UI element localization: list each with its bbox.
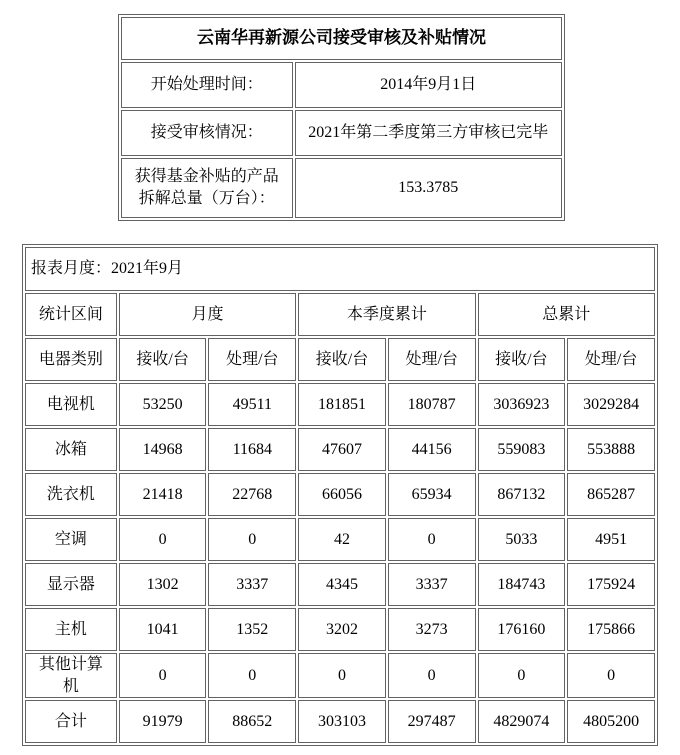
table-row-washer bbox=[25, 473, 655, 516]
header-processed-month: 处理/台 bbox=[208, 338, 296, 381]
cell-value: 65934 bbox=[388, 473, 476, 516]
cell-value: 42 bbox=[298, 518, 386, 561]
cell-value: 0 bbox=[567, 653, 655, 698]
section-header-row bbox=[25, 293, 655, 336]
cell-value: 49511 bbox=[208, 383, 296, 426]
table-row-other-computer bbox=[25, 653, 655, 698]
cell-value: 1352 bbox=[208, 608, 296, 651]
cell-value: 3337 bbox=[388, 563, 476, 606]
cell-value: 11684 bbox=[208, 428, 296, 471]
cell-value: 1302 bbox=[119, 563, 207, 606]
row-category: 其他计算机 bbox=[25, 653, 117, 698]
row-category: 洗衣机 bbox=[25, 473, 117, 516]
cell-value: 4805200 bbox=[567, 700, 655, 743]
summary-value-audit-status: 2021年第二季度第三方审核已完毕 bbox=[295, 110, 562, 156]
unit-header-row bbox=[25, 338, 655, 381]
cell-value: 4829074 bbox=[478, 700, 566, 743]
header-group-total: 总累计 bbox=[478, 293, 655, 336]
header-stat-interval: 统计区间 bbox=[25, 293, 117, 336]
cell-value: 5033 bbox=[478, 518, 566, 561]
header-processed-total: 处理/台 bbox=[567, 338, 655, 381]
header-received-month: 接收/台 bbox=[119, 338, 207, 381]
cell-value: 0 bbox=[119, 653, 207, 698]
row-category: 电视机 bbox=[25, 383, 117, 426]
header-group-quarter: 本季度累计 bbox=[298, 293, 475, 336]
header-processed-quarter: 处理/台 bbox=[388, 338, 476, 381]
cell-value: 176160 bbox=[478, 608, 566, 651]
header-appliance-category: 电器类别 bbox=[25, 338, 117, 381]
table-row-fridge bbox=[25, 428, 655, 471]
cell-value: 297487 bbox=[388, 700, 476, 743]
cell-value: 4345 bbox=[298, 563, 386, 606]
cell-value: 3337 bbox=[208, 563, 296, 606]
summary-label-audit-status: 接受审核情况： bbox=[121, 110, 293, 156]
row-category: 显示器 bbox=[25, 563, 117, 606]
cell-value: 0 bbox=[298, 653, 386, 698]
header-group-month: 月度 bbox=[119, 293, 296, 336]
cell-value: 175866 bbox=[567, 608, 655, 651]
cell-value: 3273 bbox=[388, 608, 476, 651]
summary-title: 云南华再新源公司接受审核及补贴情况 bbox=[121, 17, 562, 60]
cell-value: 53250 bbox=[119, 383, 207, 426]
cell-value: 1041 bbox=[119, 608, 207, 651]
cell-value: 181851 bbox=[298, 383, 386, 426]
row-category: 空调 bbox=[25, 518, 117, 561]
table-row-total bbox=[25, 700, 655, 743]
table-row-tv bbox=[25, 383, 655, 426]
cell-value: 0 bbox=[208, 518, 296, 561]
cell-value: 175924 bbox=[567, 563, 655, 606]
cell-value: 184743 bbox=[478, 563, 566, 606]
table-row bbox=[121, 62, 562, 108]
summary-table bbox=[118, 14, 565, 221]
cell-value: 47607 bbox=[298, 428, 386, 471]
cell-value: 91979 bbox=[119, 700, 207, 743]
cell-value: 3029284 bbox=[567, 383, 655, 426]
cell-value: 553888 bbox=[567, 428, 655, 471]
row-category: 冰箱 bbox=[25, 428, 117, 471]
cell-value: 867132 bbox=[478, 473, 566, 516]
summary-label-start-time: 开始处理时间： bbox=[121, 62, 293, 108]
table-row-host bbox=[25, 608, 655, 651]
summary-title-row bbox=[121, 17, 562, 60]
table-row-aircon bbox=[25, 518, 655, 561]
cell-value: 0 bbox=[119, 518, 207, 561]
cell-value: 0 bbox=[388, 518, 476, 561]
row-category: 主机 bbox=[25, 608, 117, 651]
row-category: 合计 bbox=[25, 700, 117, 743]
cell-value: 14968 bbox=[119, 428, 207, 471]
cell-value: 4951 bbox=[567, 518, 655, 561]
table-row bbox=[121, 110, 562, 156]
cell-value: 865287 bbox=[567, 473, 655, 516]
cell-value: 0 bbox=[478, 653, 566, 698]
cell-value: 22768 bbox=[208, 473, 296, 516]
cell-value: 88652 bbox=[208, 700, 296, 743]
report-period: 报表月度：2021年9月 bbox=[25, 247, 655, 291]
cell-value: 3202 bbox=[298, 608, 386, 651]
header-received-quarter: 接收/台 bbox=[298, 338, 386, 381]
cell-value: 0 bbox=[388, 653, 476, 698]
cell-value: 180787 bbox=[388, 383, 476, 426]
summary-value-subsidized-total: 153.3785 bbox=[295, 158, 562, 218]
cell-value: 0 bbox=[208, 653, 296, 698]
summary-value-start-time: 2014年9月1日 bbox=[295, 62, 562, 108]
cell-value: 303103 bbox=[298, 700, 386, 743]
monthly-report-table bbox=[22, 244, 658, 746]
header-received-total: 接收/台 bbox=[478, 338, 566, 381]
period-row bbox=[25, 247, 655, 291]
cell-value: 44156 bbox=[388, 428, 476, 471]
cell-value: 3036923 bbox=[478, 383, 566, 426]
cell-value: 559083 bbox=[478, 428, 566, 471]
summary-label-subsidized-total: 获得基金补贴的产品拆解总量（万台）： bbox=[121, 158, 293, 218]
cell-value: 21418 bbox=[119, 473, 207, 516]
table-row-monitor bbox=[25, 563, 655, 606]
cell-value: 66056 bbox=[298, 473, 386, 516]
table-row bbox=[121, 158, 562, 218]
